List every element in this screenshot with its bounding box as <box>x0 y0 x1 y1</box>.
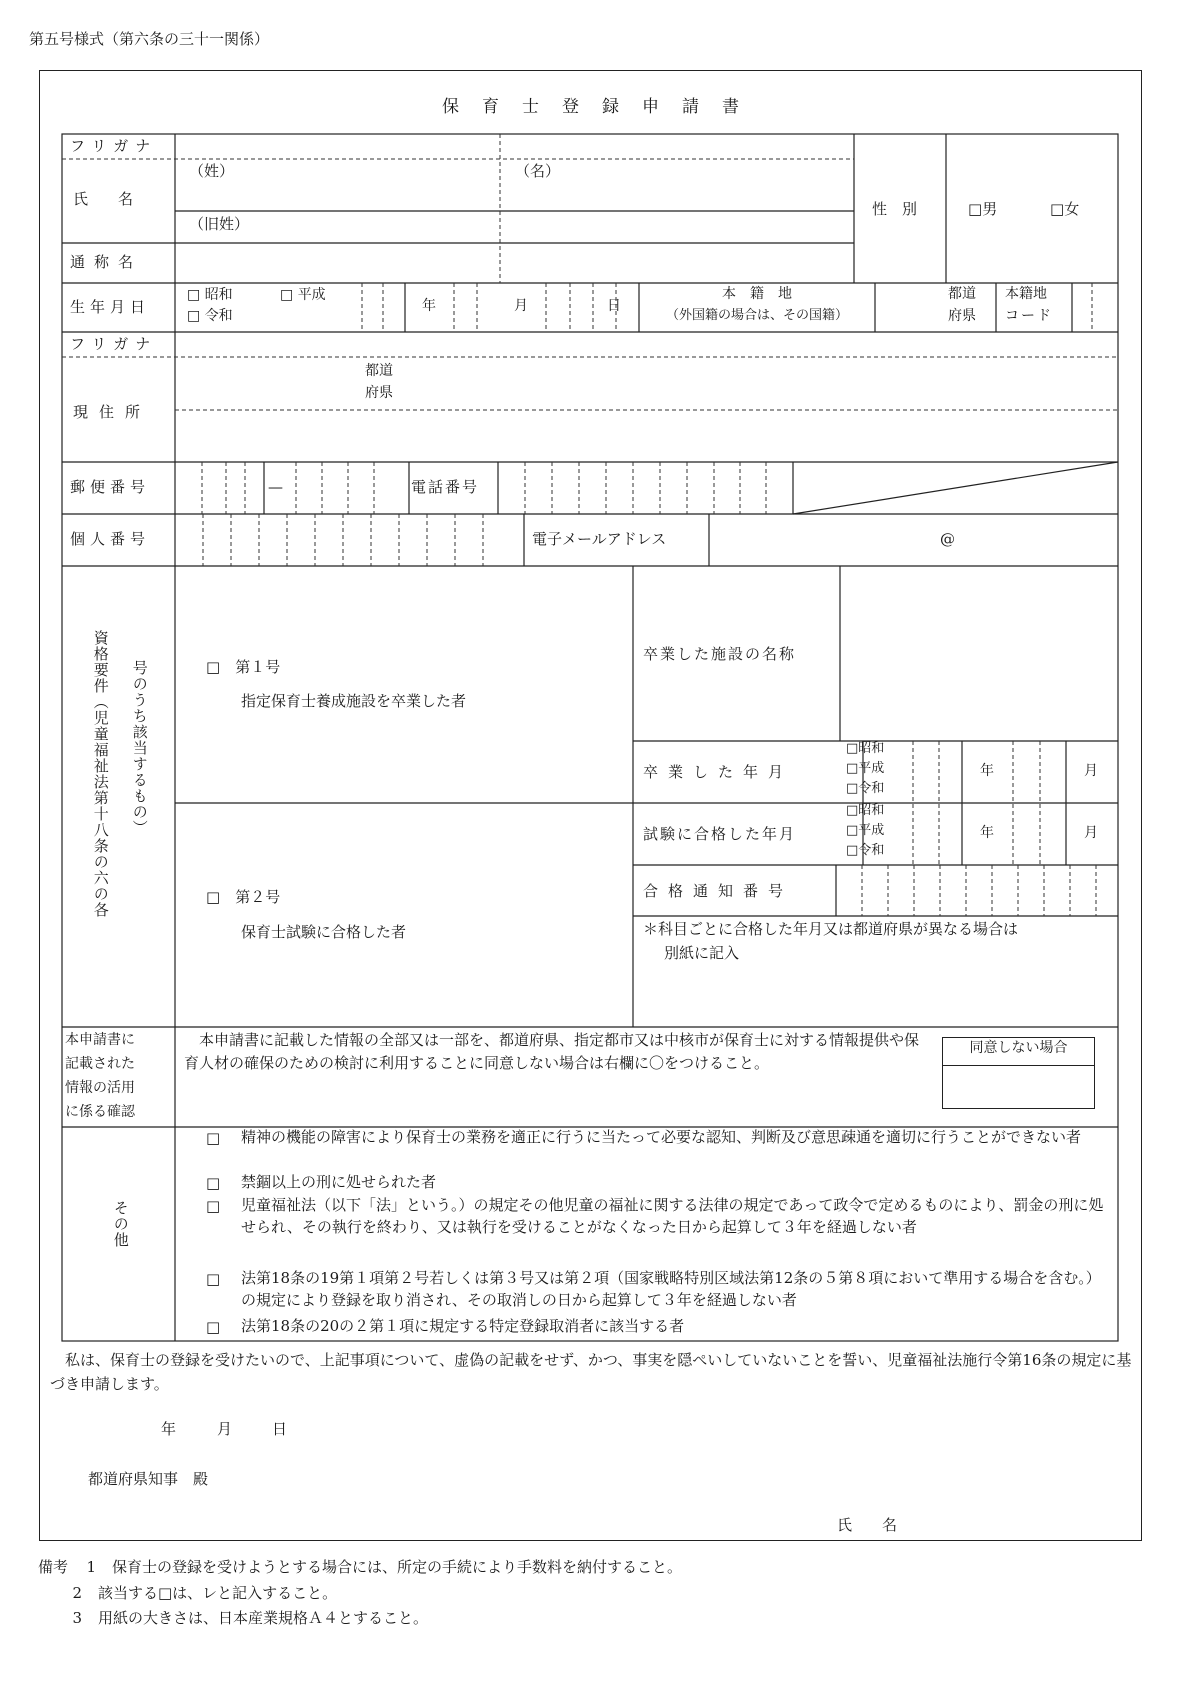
domicile-code-2: コード <box>1005 308 1053 324</box>
given-name-field[interactable]: （名） <box>515 162 561 180</box>
domicile-pref-1: 都道 <box>948 286 976 302</box>
school-name-label: 卒業した施設の名称 <box>643 645 797 663</box>
checkbox-icon[interactable]: □ <box>846 741 859 756</box>
checkbox-icon[interactable]: □ <box>846 823 859 838</box>
era-label: 昭和 <box>858 803 885 818</box>
checkbox-icon[interactable]: □ <box>1050 200 1065 218</box>
form-title: 保育士登録申請書 <box>442 97 762 117</box>
grad-era-reiwa[interactable] <box>846 781 884 797</box>
note-text: 用紙の大きさは、日本産業規格Ａ４とすること。 <box>98 1609 429 1627</box>
qualification-item-2[interactable] <box>206 888 280 907</box>
date-day: 日 <box>272 1420 288 1438</box>
domicile-label: 本 籍 地 <box>722 286 792 302</box>
address-furigana-label: フリガナ <box>70 335 158 353</box>
birth-era-heisei[interactable] <box>280 287 326 305</box>
other-checkbox-5[interactable]: □ <box>206 1318 221 1336</box>
era-label: 令和 <box>204 308 233 324</box>
qualification-label-col1: 資格要件（児童福祉法第十八条の六の各 <box>91 630 110 918</box>
era-label: 昭和 <box>858 741 885 756</box>
other-item-3: 児童福祉法（以下「法」という。）の規定その他児童の福祉に関する法律の規定であって政令で定めるものにより、罰金の刑に処せられ、その執行を終わり、又は執行を受けることがなくなった日から起算して３年を経過しない者 <box>241 1196 1104 1236</box>
pass-era-reiwa[interactable] <box>846 843 884 859</box>
consent-label-2: 記載された <box>65 1056 135 1072</box>
birth-day-unit: 日 <box>607 298 621 314</box>
note-number: 1 <box>86 1558 97 1576</box>
sex-male-label: 男 <box>982 200 998 218</box>
grad-era-heisei[interactable] <box>846 761 884 777</box>
phone-label: 電話番号 <box>411 478 480 496</box>
note-item <box>38 1555 682 1581</box>
checkbox-icon[interactable]: □ <box>187 308 201 324</box>
qualification-label-col2: 号のうち該当するもの） <box>130 660 149 836</box>
era-label: 令和 <box>858 843 885 858</box>
era-label: 令和 <box>858 781 885 796</box>
notes-section <box>38 1555 682 1632</box>
grad-year-unit: 年 <box>980 763 994 779</box>
consent-label-1: 本申請書に <box>65 1032 135 1048</box>
date-year: 年 <box>161 1420 177 1438</box>
notice-number-label: 合格通知番号 <box>643 882 794 900</box>
grad-month-unit: 月 <box>1084 763 1098 779</box>
date-month: 月 <box>217 1420 233 1438</box>
checkbox-icon[interactable]: □ <box>206 658 221 676</box>
birth-era-showa[interactable] <box>187 287 233 305</box>
other-item-5: 法第18条の20の２第１項に規定する特定登録取消者に該当する者 <box>241 1317 685 1335</box>
furigana-label: フリガナ <box>70 137 158 155</box>
governor-addressee: 都道府県知事 殿 <box>88 1470 209 1488</box>
birth-label: 生年月日 <box>70 298 151 316</box>
checkbox-icon[interactable]: □ <box>846 803 859 818</box>
notes-title: 備考 <box>38 1558 69 1576</box>
era-label: 平成 <box>297 287 326 303</box>
pass-era-showa[interactable] <box>846 803 884 819</box>
note-number: 2 <box>72 1583 82 1602</box>
other-label: その他 <box>111 1200 130 1248</box>
checkbox-icon[interactable]: □ <box>280 287 294 303</box>
grad-date-label: 卒業した年月 <box>643 763 794 781</box>
checkbox-icon[interactable]: □ <box>846 761 859 776</box>
form-number: 第五号様式（第六条の三十一関係） <box>29 30 270 48</box>
postal-label: 郵便番号 <box>70 478 151 496</box>
qualification-note-line2: 別紙に記入 <box>664 944 740 962</box>
address-pref-2: 府県 <box>365 385 393 401</box>
note-item <box>38 1581 682 1607</box>
consent-label-4: に係る確認 <box>65 1104 135 1120</box>
pass-year-unit: 年 <box>980 825 994 841</box>
consent-text: 本申請書に記載した情報の全部又は一部を、都道府県、指定都市又は中核市が保育士に対する情報提供や保育人材の確保のための検討に利用することに同意しない場合は右欄に〇をつけること。 <box>184 1031 920 1073</box>
consent-label-3: 情報の活用 <box>65 1080 135 1096</box>
email-label: 電子メールアドレス <box>532 530 667 548</box>
checkbox-icon[interactable]: □ <box>206 888 221 906</box>
other-item-1: 精神の機能の障害により保育士の業務を適正に行うに当たって必要な認知、判断及び意思疎通を適切に行うことができない者 <box>241 1128 1082 1146</box>
qualification-note-line1: ＊科目ごとに合格した年月又は都道府県が異なる場合は <box>643 920 1019 938</box>
note-text: 保育士の登録を受けようとする場合には、所定の手続により手数料を納付すること。 <box>112 1558 683 1576</box>
pass-month-unit: 月 <box>1084 825 1098 841</box>
old-family-name-field[interactable]: （旧姓） <box>189 215 250 233</box>
grad-era-showa[interactable] <box>846 741 884 757</box>
domicile-sub-label: （外国籍の場合は、その国籍） <box>665 308 848 323</box>
birth-era-reiwa[interactable] <box>187 308 233 326</box>
era-label: 平成 <box>858 823 885 838</box>
qualification-item-2-desc: 保育士試験に合格した者 <box>241 923 407 941</box>
pass-era-heisei[interactable] <box>846 823 884 839</box>
note-text: 該当する□は、レと記入すること。 <box>98 1583 338 1602</box>
declaration-text: 私は、保育士の登録を受けたいので、上記事項について、虚偽の記載をせず、かつ、事実を隠ぺいしていないことを誓い、児童福祉法施行令第16条の規定に基づき申請します。 <box>50 1351 1132 1393</box>
domicile-code-1: 本籍地 <box>1005 286 1047 302</box>
qualification-item-1-desc: 指定保育士養成施設を卒業した者 <box>241 692 467 710</box>
address-label: 現住所 <box>73 403 152 421</box>
birth-year-unit: 年 <box>422 298 436 314</box>
name-label: 氏 名 <box>73 190 134 208</box>
qualification-item-1[interactable] <box>206 658 280 677</box>
sex-male-option[interactable] <box>968 200 997 219</box>
note-number: 3 <box>72 1609 82 1627</box>
consent-box-label: 同意しない場合 <box>969 1040 1068 1056</box>
note-item <box>38 1606 682 1632</box>
signer-name-label: 氏 名 <box>837 1516 898 1534</box>
sex-female-label: 女 <box>1064 200 1080 218</box>
email-at: @ <box>940 530 955 548</box>
checkbox-icon[interactable]: □ <box>846 781 859 796</box>
family-name-field[interactable]: （姓） <box>189 162 235 180</box>
era-label: 昭和 <box>204 287 233 303</box>
pass-date-label: 試験に合格した年月 <box>643 825 797 843</box>
era-label: 平成 <box>858 761 885 776</box>
domicile-pref-2: 府県 <box>948 308 976 324</box>
sex-female-option[interactable] <box>1050 200 1079 219</box>
address-pref-1: 都道 <box>365 363 393 379</box>
postal-dash: — <box>268 478 283 496</box>
other-checkbox-3[interactable]: □ <box>206 1197 221 1215</box>
checkbox-icon[interactable]: □ <box>187 287 201 303</box>
other-item-4: 法第18条の19第１項第２号若しくは第３号又は第２項（国家戦略特別区域法第12条の５第８項において準用する場合を含む。）の規定により登録を取り消され、その取消しの日から起算して３年を経過しない者 <box>241 1269 1101 1309</box>
birth-month-unit: 月 <box>514 298 528 314</box>
checkbox-icon[interactable]: □ <box>846 843 859 858</box>
sex-label: 性 別 <box>872 200 918 218</box>
other-checkbox-1[interactable]: □ <box>206 1129 221 1147</box>
mynumber-label: 個人番号 <box>70 530 151 548</box>
item-1-title: 第１号 <box>235 658 281 676</box>
other-checkbox-2[interactable]: □ <box>206 1174 221 1192</box>
item-2-title: 第２号 <box>235 888 281 906</box>
other-checkbox-4[interactable]: □ <box>206 1270 221 1288</box>
other-item-2: 禁錮以上の刑に処せられた者 <box>241 1173 437 1191</box>
checkbox-icon[interactable]: □ <box>968 200 983 218</box>
alias-label: 通称名 <box>70 253 143 271</box>
